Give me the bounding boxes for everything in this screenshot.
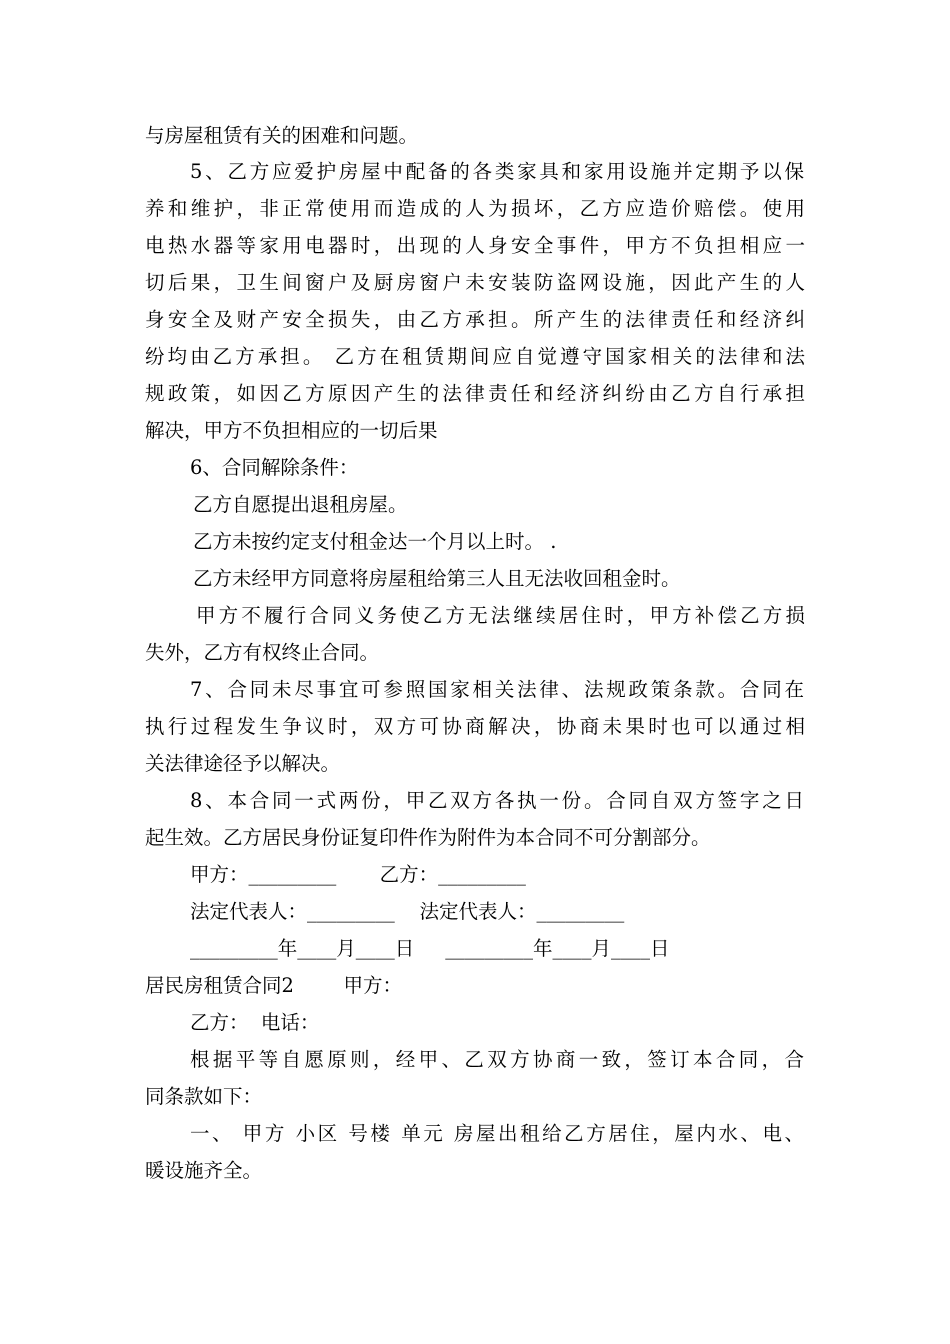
text-line: 身安全及财产安全损失，由乙方承担。所产生的法律责任和经济纠	[145, 308, 805, 331]
text-line: 失外，乙方有权终止合同。	[145, 641, 380, 664]
text-line: 与房屋租赁有关的困难和问题。	[145, 124, 419, 147]
party-b-phone-line: 乙方： 电话：	[190, 1011, 320, 1034]
text-line: 执行过程发生争议时，双方可协商解决，协商未果时也可以通过相	[145, 715, 805, 738]
text-line: 纷均由乙方承担。 乙方在租赁期间应自觉遵守国家相关的法律和法	[145, 345, 805, 368]
text-line: 同条款如下：	[145, 1085, 263, 1108]
termination-condition: 乙方自愿提出退租房屋。	[193, 493, 408, 516]
text-line: 电热水器等家用电器时，出现的人身安全事件，甲方不负担相应一	[145, 234, 805, 257]
signature-date-line: _________年____月____日 _________年____月____日	[190, 937, 670, 960]
text-line: 根据平等自愿原则，经甲、乙双方协商一致，签订本合同，合	[190, 1048, 804, 1071]
text-line: 起生效。乙方居民身份证复印件作为附件为本合同不可分割部分。	[145, 826, 711, 849]
text-line: 暖设施齐全。	[145, 1159, 263, 1182]
text-line: 规政策，如因乙方原因产生的法律责任和经济纠纷由乙方自行承担	[145, 382, 805, 405]
termination-condition: 乙方未按约定支付租金达一个月以上时。 .	[193, 530, 557, 553]
text-line: 解决，甲方不负担相应的一切后果	[145, 419, 438, 442]
signature-parties-line: 甲方：_________ 乙方：_________	[190, 863, 526, 886]
clause-1-line: 一、 甲方 小区 号楼 单元 房屋出租给乙方居住，屋内水、电、	[190, 1122, 804, 1145]
text-line: 关法律途径予以解决。	[145, 752, 341, 775]
contract-2-title: 居民房租赁合同2 甲方：	[145, 974, 402, 997]
clause-5-line: 5、乙方应爱护房屋中配备的各类家具和家用设施并定期予以保	[190, 160, 804, 183]
termination-condition: 甲方不履行合同义务使乙方无法继续居住时，甲方补偿乙方损	[196, 604, 805, 627]
clause-6-heading: 6、合同解除条件：	[190, 456, 359, 479]
termination-condition: 乙方未经甲方同意将房屋租给第三人且无法收回租金时。	[193, 567, 681, 590]
clause-7-line: 7、合同未尽事宜可参照国家相关法律、法规政策条款。合同在	[190, 678, 804, 701]
legal-representative-line: 法定代表人：_________ 法定代表人：_________	[190, 900, 625, 923]
text-line: 养和维护，非正常使用而造成的人为损坏，乙方应造价赔偿。使用	[145, 197, 805, 220]
clause-8-line: 8、本合同一式两份，甲乙双方各执一份。合同自双方签字之日	[190, 789, 804, 812]
text-line: 切后果，卫生间窗户及厨房窗户未安装防盗网设施，因此产生的人	[145, 271, 805, 294]
